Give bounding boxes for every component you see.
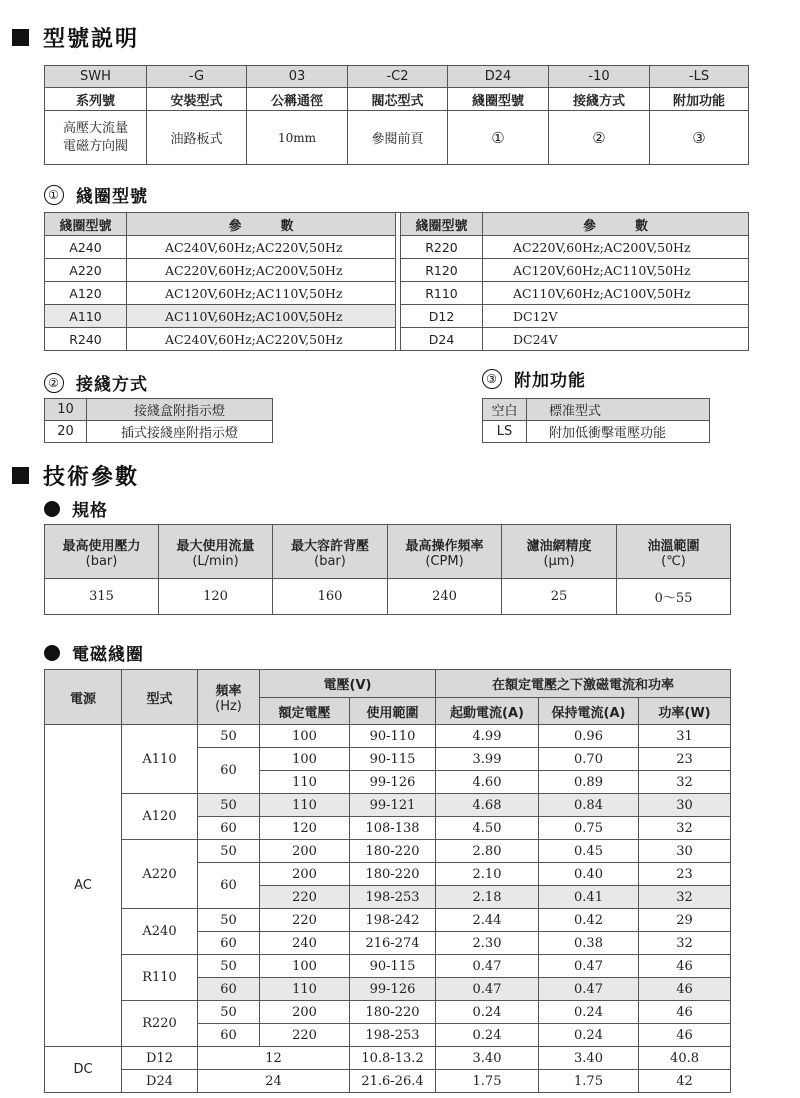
- watt-cell: 46: [639, 978, 731, 1001]
- range-cell: 99-126: [350, 978, 436, 1001]
- rated-cell: 100: [260, 725, 350, 748]
- header-freq: [198, 670, 260, 725]
- rated-cell: 12: [198, 1047, 350, 1070]
- start-cell: 0.24: [436, 1024, 539, 1047]
- circled-number-icon: ②: [44, 373, 64, 393]
- type-cell: A120: [122, 794, 198, 840]
- coil-param-cell: DC24V: [483, 328, 749, 351]
- spec-value-cell: 120: [159, 579, 273, 615]
- watt-cell: 40.8: [639, 1047, 731, 1070]
- circled-number-icon: ③: [482, 369, 502, 389]
- range-cell: 99-121: [350, 794, 436, 817]
- hold-cell: 0.70: [539, 748, 639, 771]
- range-cell: 180-220: [350, 840, 436, 863]
- hold-cell: 0.42: [539, 909, 639, 932]
- range-cell: 198-242: [350, 909, 436, 932]
- rated-cell: 220: [260, 886, 350, 909]
- code-cell: -C2: [348, 66, 448, 88]
- rated-cell: 100: [260, 748, 350, 771]
- spec-value-cell: 0～55: [617, 579, 731, 615]
- name-cell: 安裝型式: [147, 88, 247, 111]
- series-desc-line: 高壓大流量: [62, 120, 128, 136]
- start-cell: 0.24: [436, 1001, 539, 1024]
- coil-param-cell: AC120V,60Hz;AC110V,50Hz: [483, 259, 749, 282]
- rated-cell: 110: [260, 794, 350, 817]
- round-bullet-icon: [44, 645, 60, 661]
- rated-cell: 240: [260, 932, 350, 955]
- header-current-power: 在額定電壓之下激磁電流和功率: [436, 670, 731, 698]
- header-freq-label: 頻率: [215, 684, 242, 699]
- start-cell: 4.99: [436, 725, 539, 748]
- coil-param-cell: AC110V,60Hz;AC100V,50Hz: [483, 282, 749, 305]
- hold-cell: 0.40: [539, 863, 639, 886]
- wiring-desc-cell: 接綫盒附指示燈: [87, 399, 273, 421]
- code-cell: -10: [549, 66, 650, 88]
- spec-header-unit: (μm): [543, 553, 575, 569]
- spec-title-text: 規格: [72, 501, 108, 521]
- spec-header-name: 最高操作頻率: [405, 538, 484, 554]
- watt-cell: 46: [639, 955, 731, 978]
- coil-model-cell: A120: [45, 282, 127, 305]
- rated-cell: 110: [260, 978, 350, 1001]
- rated-cell: 24: [198, 1070, 350, 1093]
- code-cell: -LS: [650, 66, 749, 88]
- start-cell: 1.75: [436, 1070, 539, 1093]
- hold-cell: 1.75: [539, 1070, 639, 1093]
- spec-table: [44, 524, 731, 615]
- mount-desc-cell: 油路板式: [147, 111, 247, 165]
- spec-header-name: 濾油網精度: [526, 538, 592, 554]
- start-cell: 3.40: [436, 1047, 539, 1070]
- spec-header-unit: (L/min): [192, 553, 239, 569]
- spec-value-cell: 160: [273, 579, 388, 615]
- size-desc-cell: 10mm: [247, 111, 348, 165]
- extra-table: [482, 398, 710, 443]
- watt-cell: 29: [639, 909, 731, 932]
- start-cell: 4.50: [436, 817, 539, 840]
- extra-ref-cell: ③: [650, 111, 749, 165]
- name-cell: 接綫方式: [549, 88, 650, 111]
- wiring-ref-cell: ②: [549, 111, 650, 165]
- watt-cell: 30: [639, 794, 731, 817]
- header-start-current: 起動電流(A): [436, 698, 539, 725]
- header-hold-current: 保持電流(A): [539, 698, 639, 725]
- type-cell: A220: [122, 840, 198, 909]
- coil-model-cell: A220: [45, 259, 127, 282]
- spec-header-name: 最大容許背壓: [290, 538, 369, 554]
- hold-cell: 0.41: [539, 886, 639, 909]
- spec-section-title: [44, 496, 108, 521]
- type-cell: D12: [122, 1047, 198, 1070]
- coil-model-cell: D24: [401, 328, 483, 351]
- wiring-code-cell: 20: [45, 421, 87, 443]
- hold-cell: 3.40: [539, 1047, 639, 1070]
- watt-cell: 30: [639, 840, 731, 863]
- spec-header-unit: (℃): [661, 553, 686, 569]
- coil-param-cell: DC12V: [483, 305, 749, 328]
- header-rated: 額定電壓: [260, 698, 350, 725]
- freq-cell: 50: [198, 1001, 260, 1024]
- spec-header-cell: [617, 525, 731, 579]
- coil-header-param: 參 數: [127, 213, 396, 236]
- wiring-code-cell: 10: [45, 399, 87, 421]
- coil-header-param: 參 數: [483, 213, 749, 236]
- start-cell: 2.10: [436, 863, 539, 886]
- series-desc-line: 電磁方向閥: [62, 138, 128, 154]
- name-cell: 綫圈型號: [448, 88, 549, 111]
- start-cell: 0.47: [436, 955, 539, 978]
- freq-cell: 60: [198, 978, 260, 1001]
- coil-spec-table: [44, 669, 731, 1093]
- freq-cell: 50: [198, 840, 260, 863]
- freq-cell: 60: [198, 748, 260, 794]
- rated-cell: 220: [260, 1024, 350, 1047]
- freq-cell: 50: [198, 794, 260, 817]
- rated-cell: 200: [260, 1001, 350, 1024]
- code-cell: 03: [247, 66, 348, 88]
- coil-model-cell: D12: [401, 305, 483, 328]
- name-cell: 附加功能: [650, 88, 749, 111]
- range-cell: 99-126: [350, 771, 436, 794]
- range-cell: 90-110: [350, 725, 436, 748]
- coil-model-cell: R240: [45, 328, 127, 351]
- extra-section-title: [482, 366, 586, 391]
- code-cell: -G: [147, 66, 247, 88]
- round-bullet-icon: [44, 501, 60, 517]
- tech-section-title: [12, 460, 139, 491]
- extra-desc-cell: 標准型式: [527, 399, 710, 421]
- range-cell: 21.6-26.4: [350, 1070, 436, 1093]
- hold-cell: 0.89: [539, 771, 639, 794]
- header-voltage: 電壓(V): [260, 670, 436, 698]
- coil-header-model: 綫圈型號: [45, 213, 127, 236]
- rated-cell: 110: [260, 771, 350, 794]
- range-cell: 180-220: [350, 863, 436, 886]
- coil-model-table: [44, 212, 749, 351]
- range-cell: 180-220: [350, 1001, 436, 1024]
- circled-number-icon: ①: [44, 185, 64, 205]
- type-cell: R110: [122, 955, 198, 1001]
- watt-cell: 23: [639, 863, 731, 886]
- series-desc-cell: [45, 111, 147, 165]
- extra-section-title-text: 附加功能: [514, 371, 586, 391]
- watt-cell: 31: [639, 725, 731, 748]
- watt-cell: 32: [639, 817, 731, 840]
- coil-model-cell: R110: [401, 282, 483, 305]
- freq-cell: 60: [198, 863, 260, 909]
- hold-cell: 0.45: [539, 840, 639, 863]
- model-title-text: 型號説明: [43, 27, 140, 52]
- header-range: 使用範圍: [350, 698, 436, 725]
- hold-cell: 0.47: [539, 955, 639, 978]
- hold-cell: 0.75: [539, 817, 639, 840]
- type-cell: D24: [122, 1070, 198, 1093]
- watt-cell: 42: [639, 1070, 731, 1093]
- watt-cell: 46: [639, 1001, 731, 1024]
- start-cell: 3.99: [436, 748, 539, 771]
- watt-cell: 32: [639, 771, 731, 794]
- hold-cell: 0.96: [539, 725, 639, 748]
- tech-title-text: 技術參數: [43, 465, 140, 490]
- spec-header-unit: (bar): [85, 553, 118, 569]
- spec-header-cell: [273, 525, 388, 579]
- coil-ref-cell: ①: [448, 111, 549, 165]
- hold-cell: 0.24: [539, 1001, 639, 1024]
- watt-cell: 46: [639, 1024, 731, 1047]
- type-cell: A240: [122, 909, 198, 955]
- code-cell: D24: [448, 66, 549, 88]
- spool-desc-cell: 參閱前頁: [348, 111, 448, 165]
- coil-table-title-text: 電磁綫圈: [72, 645, 144, 665]
- wiring-section-title-text: 接綫方式: [76, 375, 148, 395]
- hold-cell: 0.24: [539, 1024, 639, 1047]
- spec-header-cell: [502, 525, 617, 579]
- rated-cell: 200: [260, 863, 350, 886]
- coil-param-cell: AC110V,60Hz;AC100V,50Hz: [127, 305, 396, 328]
- coil-model-cell: A110: [45, 305, 127, 328]
- coil-model-cell: A240: [45, 236, 127, 259]
- wiring-section-title: [44, 370, 148, 395]
- watt-cell: 32: [639, 886, 731, 909]
- watt-cell: 23: [639, 748, 731, 771]
- spec-header-cell: [159, 525, 273, 579]
- spec-header-name: 最大使用流量: [176, 538, 255, 554]
- range-cell: 198-253: [350, 1024, 436, 1047]
- type-cell: R220: [122, 1001, 198, 1047]
- rated-cell: 220: [260, 909, 350, 932]
- freq-cell: 50: [198, 955, 260, 978]
- spec-value-cell: 25: [502, 579, 617, 615]
- power-ac-cell: AC: [45, 725, 122, 1047]
- square-bullet-icon: [12, 467, 29, 484]
- coil-model-cell: R120: [401, 259, 483, 282]
- range-cell: 90-115: [350, 748, 436, 771]
- freq-cell: 60: [198, 932, 260, 955]
- coil-param-cell: AC240V,60Hz;AC220V,50Hz: [127, 236, 396, 259]
- header-watt: 功率(W): [639, 698, 731, 725]
- coil-param-cell: AC220V,60Hz;AC200V,50Hz: [127, 259, 396, 282]
- range-cell: 10.8-13.2: [350, 1047, 436, 1070]
- range-cell: 216-274: [350, 932, 436, 955]
- model-code-table: [44, 65, 749, 165]
- header-power: 電源: [45, 670, 122, 725]
- code-cell: SWH: [45, 66, 147, 88]
- spec-value-cell: 315: [45, 579, 159, 615]
- hold-cell: 0.38: [539, 932, 639, 955]
- rated-cell: 200: [260, 840, 350, 863]
- range-cell: 90-115: [350, 955, 436, 978]
- freq-cell: 60: [198, 1024, 260, 1047]
- start-cell: 4.68: [436, 794, 539, 817]
- freq-cell: 60: [198, 817, 260, 840]
- rated-cell: 100: [260, 955, 350, 978]
- freq-cell: 50: [198, 725, 260, 748]
- start-cell: 0.47: [436, 978, 539, 1001]
- start-cell: 2.30: [436, 932, 539, 955]
- coil-table-section-title: [44, 640, 144, 665]
- freq-cell: 50: [198, 909, 260, 932]
- spec-header-cell: [45, 525, 159, 579]
- range-cell: 108-138: [350, 817, 436, 840]
- spec-value-cell: 240: [388, 579, 502, 615]
- name-cell: 閥芯型式: [348, 88, 448, 111]
- coil-model-cell: R220: [401, 236, 483, 259]
- header-freq-unit: (Hz): [215, 699, 242, 714]
- coil-param-cell: AC240V,60Hz;AC220V,50Hz: [127, 328, 396, 351]
- spec-header-cell: [388, 525, 502, 579]
- name-cell: 公稱通徑: [247, 88, 348, 111]
- start-cell: 2.18: [436, 886, 539, 909]
- hold-cell: 0.84: [539, 794, 639, 817]
- coil-header-model: 綫圈型號: [401, 213, 483, 236]
- start-cell: 2.44: [436, 909, 539, 932]
- hold-cell: 0.47: [539, 978, 639, 1001]
- extra-desc-cell: 附加低衝擊電壓功能: [527, 421, 710, 443]
- coil-section-title-text: 綫圈型號: [76, 187, 148, 207]
- spec-header-unit: (bar): [314, 553, 346, 569]
- start-cell: 4.60: [436, 771, 539, 794]
- coil-param-cell: AC220V,60Hz;AC200V,50Hz: [483, 236, 749, 259]
- model-section-title: [12, 22, 139, 53]
- wiring-table: [44, 398, 273, 443]
- spec-header-name: 油溫範圍: [647, 538, 700, 554]
- name-cell: 系列號: [45, 88, 147, 111]
- extra-code-cell: 空白: [483, 399, 527, 421]
- coil-section-title: [44, 182, 148, 207]
- spec-header-name: 最高使用壓力: [62, 538, 141, 554]
- watt-cell: 32: [639, 932, 731, 955]
- range-cell: 198-253: [350, 886, 436, 909]
- spec-header-unit: (CPM): [425, 553, 464, 569]
- rated-cell: 120: [260, 817, 350, 840]
- type-cell: A110: [122, 725, 198, 794]
- extra-code-cell: LS: [483, 421, 527, 443]
- header-type: 型式: [122, 670, 198, 725]
- coil-param-cell: AC120V,60Hz;AC110V,50Hz: [127, 282, 396, 305]
- square-bullet-icon: [12, 29, 29, 46]
- power-dc-cell: DC: [45, 1047, 122, 1093]
- start-cell: 2.80: [436, 840, 539, 863]
- wiring-desc-cell: 插式接綫座附指示燈: [87, 421, 273, 443]
